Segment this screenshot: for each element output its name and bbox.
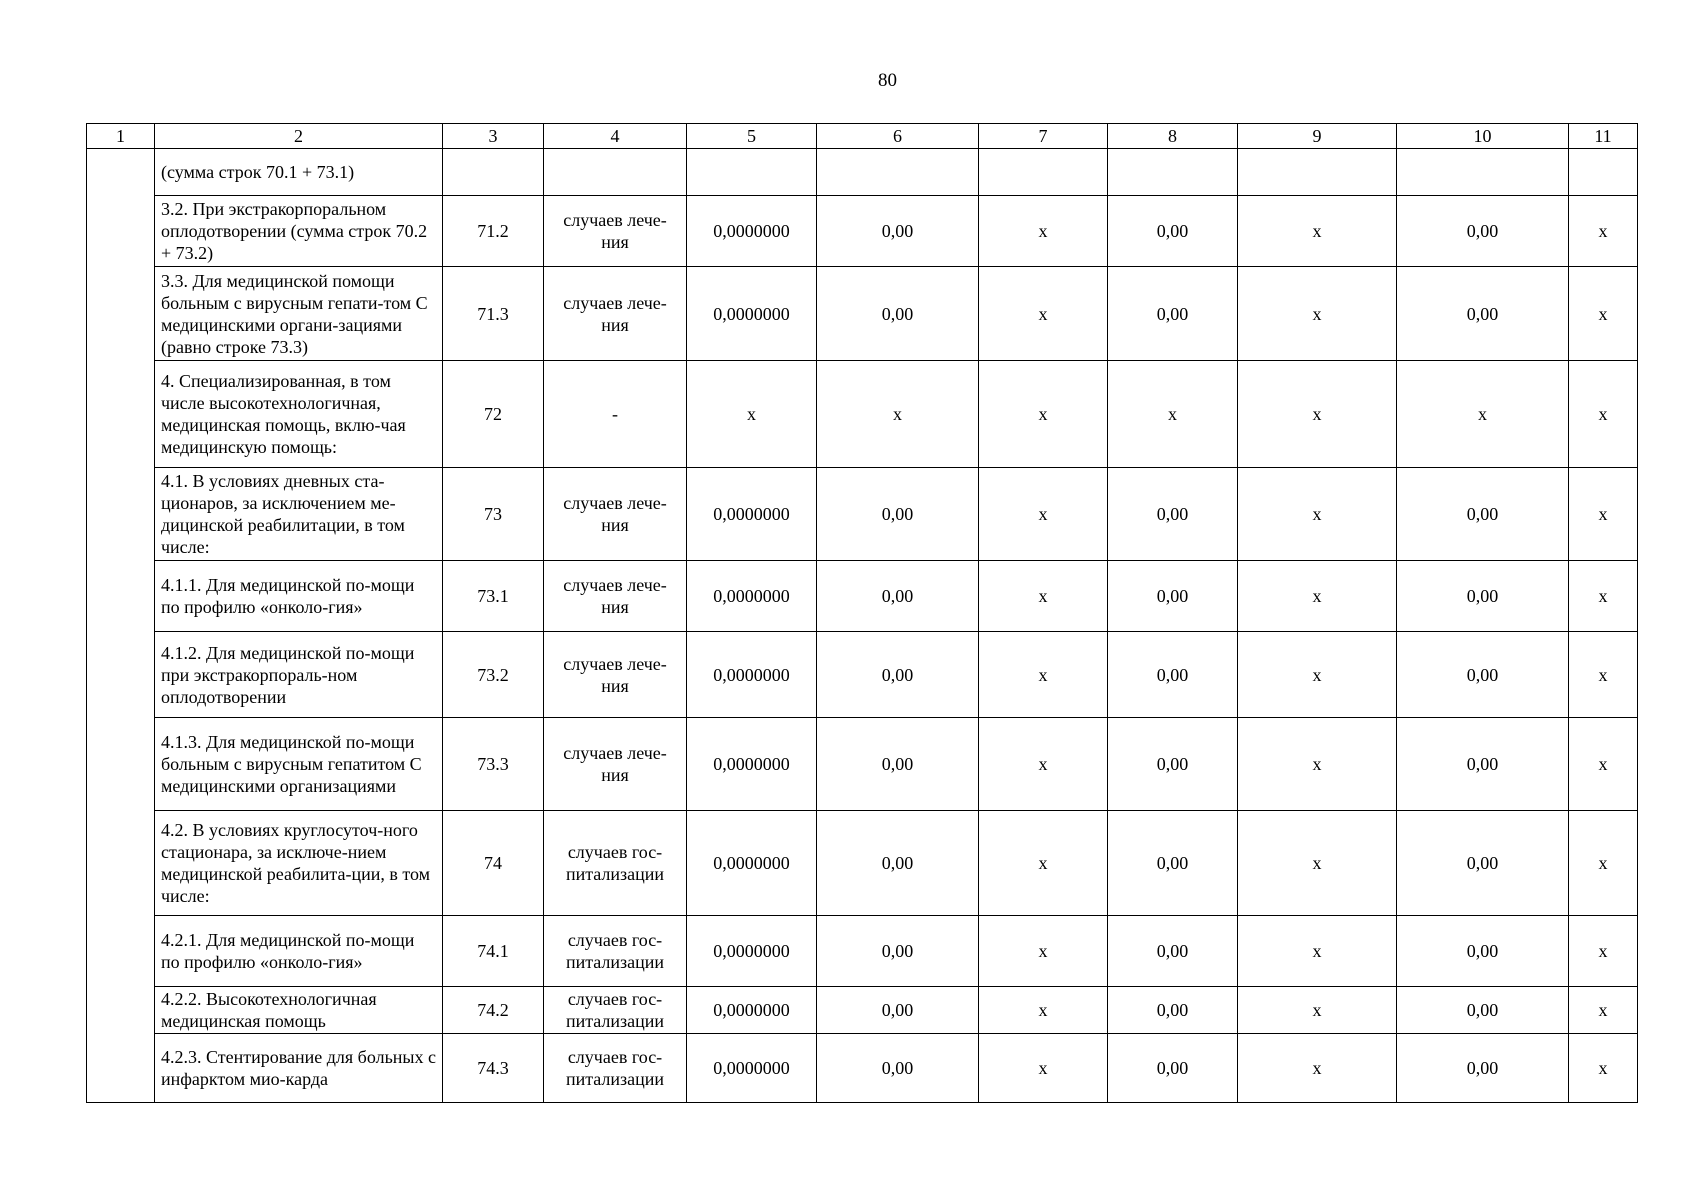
- col9-cell: х: [1238, 811, 1397, 916]
- row-unit-cell: случаев лече-ния: [544, 632, 687, 718]
- col8-cell: 0,00: [1108, 811, 1238, 916]
- table-row: [87, 267, 1638, 361]
- row-code-cell: 73.3: [443, 718, 544, 811]
- col5-cell: 0,0000000: [687, 1034, 817, 1103]
- col10-cell: 0,00: [1397, 267, 1569, 361]
- table-row: [87, 468, 1638, 561]
- col6-cell: [817, 149, 979, 196]
- row-unit-cell: случаев гос-питализации: [544, 811, 687, 916]
- column-header-3: 3: [443, 124, 544, 149]
- col5-cell: [687, 149, 817, 196]
- row-code-cell: 72: [443, 361, 544, 468]
- col6-cell: 0,00: [817, 811, 979, 916]
- col11-cell: х: [1569, 267, 1638, 361]
- col7-cell: х: [979, 361, 1108, 468]
- col8-cell: х: [1108, 361, 1238, 468]
- col7-cell: х: [979, 632, 1108, 718]
- col5-cell: 0,0000000: [687, 987, 817, 1034]
- row-name-cell: 4.2.1. Для медицинской по-мощи по профилю «онколо-гия»: [155, 916, 443, 987]
- table-row: [87, 632, 1638, 718]
- col11-cell: х: [1569, 632, 1638, 718]
- col8-cell: 0,00: [1108, 632, 1238, 718]
- table-row: [87, 718, 1638, 811]
- col11-cell: х: [1569, 361, 1638, 468]
- col6-cell: 0,00: [817, 987, 979, 1034]
- column-header-7: 7: [979, 124, 1108, 149]
- col11-cell: х: [1569, 468, 1638, 561]
- col9-cell: х: [1238, 632, 1397, 718]
- row-name-cell: 4.1.1. Для медицинской по-мощи по профилю «онколо-гия»: [155, 561, 443, 632]
- row-code-cell: 71.2: [443, 196, 544, 267]
- col9-cell: х: [1238, 561, 1397, 632]
- row-name-cell: 4.1.2. Для медицинской по-мощи при экстракорпораль-ном оплодотворении: [155, 632, 443, 718]
- row-name-cell: 4.2.2. Высокотехнологичная медицинская помощь: [155, 987, 443, 1034]
- row-name-cell: 4.2. В условиях круглосуточ-ного стационара, за исключе-нием медицинской реабилита-ции, в том числе:: [155, 811, 443, 916]
- table-row: [87, 1034, 1638, 1103]
- row-name-cell: 4.1.3. Для медицинской по-мощи больным с вирусным гепатитом С медицинскими организациями: [155, 718, 443, 811]
- col8-cell: 0,00: [1108, 987, 1238, 1034]
- col9-cell: х: [1238, 916, 1397, 987]
- header-row: [87, 124, 1638, 149]
- col9-cell: х: [1238, 196, 1397, 267]
- col8-cell: 0,00: [1108, 561, 1238, 632]
- row-code-cell: 74.2: [443, 987, 544, 1034]
- col11-cell: х: [1569, 916, 1638, 987]
- row-unit-cell: случаев лече-ния: [544, 468, 687, 561]
- col10-cell: 0,00: [1397, 632, 1569, 718]
- row-name-cell: 3.3. Для медицинской помощи больным с вирусным гепати-том С медицинскими органи-зациями (равно строке 73.3): [155, 267, 443, 361]
- column-header-9: 9: [1238, 124, 1397, 149]
- column-header-6: 6: [817, 124, 979, 149]
- col7-cell: х: [979, 811, 1108, 916]
- col7-cell: х: [979, 267, 1108, 361]
- col11-cell: х: [1569, 561, 1638, 632]
- col6-cell: 0,00: [817, 196, 979, 267]
- col10-cell: 0,00: [1397, 916, 1569, 987]
- col9-cell: х: [1238, 1034, 1397, 1103]
- col6-cell: 0,00: [817, 468, 979, 561]
- col7-cell: х: [979, 718, 1108, 811]
- col7-cell: [979, 149, 1108, 196]
- row-code-cell: 74.3: [443, 1034, 544, 1103]
- col6-cell: 0,00: [817, 1034, 979, 1103]
- col7-cell: х: [979, 916, 1108, 987]
- row-code-cell: [443, 149, 544, 196]
- column-header-2: 2: [155, 124, 443, 149]
- col5-cell: 0,0000000: [687, 811, 817, 916]
- col5-cell: 0,0000000: [687, 916, 817, 987]
- row-unit-cell: случаев гос-питализации: [544, 916, 687, 987]
- row-name-cell: 4. Специализированная, в том числе высокотехнологичная, медицинская помощь, вклю-чая медицинскую помощь:: [155, 361, 443, 468]
- col6-cell: 0,00: [817, 718, 979, 811]
- table-row: [87, 811, 1638, 916]
- col10-cell: 0,00: [1397, 196, 1569, 267]
- row-unit-cell: случаев лече-ния: [544, 718, 687, 811]
- col9-cell: х: [1238, 987, 1397, 1034]
- row-code-cell: 71.3: [443, 267, 544, 361]
- col8-cell: 0,00: [1108, 916, 1238, 987]
- row-code-cell: 74.1: [443, 916, 544, 987]
- col9-cell: х: [1238, 267, 1397, 361]
- col7-cell: х: [979, 468, 1108, 561]
- col10-cell: 0,00: [1397, 561, 1569, 632]
- col11-cell: х: [1569, 196, 1638, 267]
- col5-cell: 0,0000000: [687, 267, 817, 361]
- col11-cell: х: [1569, 1034, 1638, 1103]
- col9-cell: х: [1238, 718, 1397, 811]
- row-name-cell: 3.2. При экстракорпоральном оплодотворении (сумма строк 70.2 + 73.2): [155, 196, 443, 267]
- col9-cell: [1238, 149, 1397, 196]
- col10-cell: 0,00: [1397, 987, 1569, 1034]
- page-number: 80: [878, 70, 897, 91]
- column-header-11: 11: [1569, 124, 1638, 149]
- col5-cell: 0,0000000: [687, 632, 817, 718]
- row-unit-cell: случаев гос-питализации: [544, 1034, 687, 1103]
- col8-cell: 0,00: [1108, 718, 1238, 811]
- row-code-cell: 73.1: [443, 561, 544, 632]
- row-unit-cell: случаев лече-ния: [544, 196, 687, 267]
- col6-cell: 0,00: [817, 916, 979, 987]
- table-row: [87, 149, 1638, 196]
- col7-cell: х: [979, 987, 1108, 1034]
- data-table: [86, 123, 1638, 1103]
- table-row: [87, 916, 1638, 987]
- col10-cell: х: [1397, 361, 1569, 468]
- column-header-4: 4: [544, 124, 687, 149]
- col10-cell: 0,00: [1397, 811, 1569, 916]
- col5-cell: 0,0000000: [687, 196, 817, 267]
- col5-cell: х: [687, 361, 817, 468]
- table-row: [87, 361, 1638, 468]
- table-row: [87, 987, 1638, 1034]
- col10-cell: 0,00: [1397, 718, 1569, 811]
- col8-cell: 0,00: [1108, 468, 1238, 561]
- col8-cell: 0,00: [1108, 1034, 1238, 1103]
- row-unit-cell: случаев лече-ния: [544, 267, 687, 361]
- row-unit-cell: случаев гос-питализации: [544, 987, 687, 1034]
- row-code-cell: 74: [443, 811, 544, 916]
- row-unit-cell: случаев лече-ния: [544, 561, 687, 632]
- row-unit-cell: [544, 149, 687, 196]
- row-name-cell: 4.2.3. Стентирование для больных с инфарктом мио-карда: [155, 1034, 443, 1103]
- col6-cell: 0,00: [817, 267, 979, 361]
- col6-cell: 0,00: [817, 561, 979, 632]
- col11-cell: х: [1569, 987, 1638, 1034]
- col9-cell: х: [1238, 361, 1397, 468]
- column-header-5: 5: [687, 124, 817, 149]
- row-code-cell: 73.2: [443, 632, 544, 718]
- table-row: [87, 561, 1638, 632]
- col6-cell: 0,00: [817, 632, 979, 718]
- table-row: [87, 196, 1638, 267]
- row-unit-cell: -: [544, 361, 687, 468]
- col10-cell: 0,00: [1397, 1034, 1569, 1103]
- col10-cell: 0,00: [1397, 468, 1569, 561]
- row-code-cell: 73: [443, 468, 544, 561]
- col11-cell: х: [1569, 718, 1638, 811]
- column-header-10: 10: [1397, 124, 1569, 149]
- column-1-cell: [87, 149, 155, 1103]
- row-name-cell: (сумма строк 70.1 + 73.1): [155, 149, 443, 196]
- column-header-1: 1: [87, 124, 155, 149]
- col5-cell: 0,0000000: [687, 468, 817, 561]
- col8-cell: [1108, 149, 1238, 196]
- table-body: [87, 149, 1638, 1103]
- col8-cell: 0,00: [1108, 267, 1238, 361]
- col11-cell: [1569, 149, 1638, 196]
- col9-cell: х: [1238, 468, 1397, 561]
- col6-cell: х: [817, 361, 979, 468]
- col11-cell: х: [1569, 811, 1638, 916]
- col7-cell: х: [979, 196, 1108, 267]
- col7-cell: х: [979, 1034, 1108, 1103]
- col10-cell: [1397, 149, 1569, 196]
- col5-cell: 0,0000000: [687, 561, 817, 632]
- column-header-8: 8: [1108, 124, 1238, 149]
- col7-cell: х: [979, 561, 1108, 632]
- col5-cell: 0,0000000: [687, 718, 817, 811]
- row-name-cell: 4.1. В условиях дневных ста-ционаров, за исключением ме-дицинской реабилитации, в том числе:: [155, 468, 443, 561]
- col8-cell: 0,00: [1108, 196, 1238, 267]
